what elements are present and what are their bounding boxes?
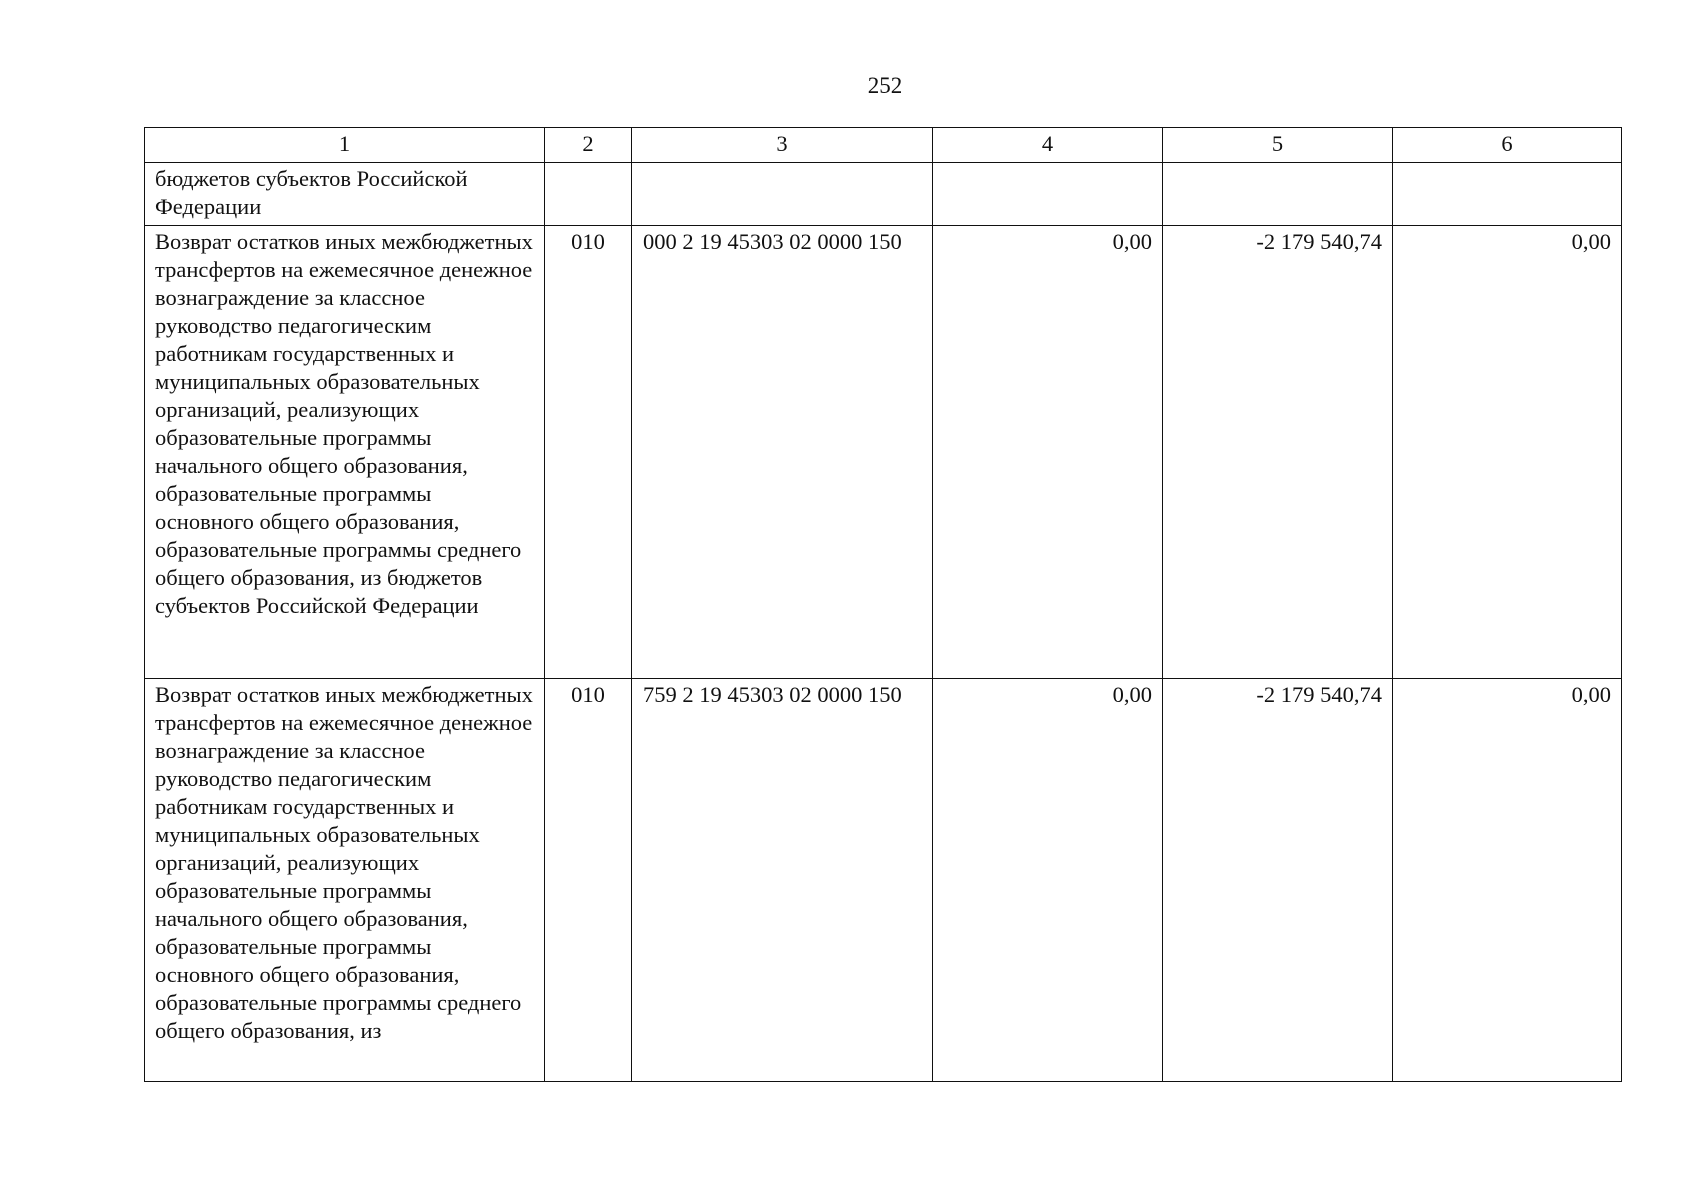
- table-header-row: [145, 128, 1622, 163]
- row-line-code-cell: 010: [545, 226, 632, 679]
- table-row: [145, 679, 1622, 1082]
- row-col5-cell: -2 179 540,74: [1163, 226, 1393, 679]
- row-budget-code-cell: 759 2 19 45303 02 0000 150: [632, 679, 933, 1082]
- row-col5-cell: [1163, 163, 1393, 226]
- row-line-code-cell: [545, 163, 632, 226]
- row-col6-cell: [1393, 163, 1622, 226]
- row-col5-cell: -2 179 540,74: [1163, 679, 1393, 1082]
- column-header-4: 4: [933, 128, 1163, 163]
- column-header-1: 1: [145, 128, 545, 163]
- column-header-5: 5: [1163, 128, 1393, 163]
- row-col4-cell: [933, 163, 1163, 226]
- table-row: [145, 163, 1622, 226]
- page-number: 252: [867, 73, 903, 98]
- budget-table: [144, 127, 1622, 1082]
- row-name-cell: Возврат остатков иных межбюджетных трансфертов на ежемесячное денежное вознаграждение за классное руководство педагогическим работникам государственных и муниципальных образовательных организаций, реализующих образовательные программы начального общего образования, образовательные программы основного общего образования, образовательные программы среднего общего образования, из: [145, 679, 545, 1082]
- column-header-3: 3: [632, 128, 933, 163]
- row-name-cell: бюджетов субъектов Российской Федерации: [145, 163, 545, 226]
- row-col4-cell: 0,00: [933, 226, 1163, 679]
- row-name-cell: Возврат остатков иных межбюджетных трансфертов на ежемесячное денежное вознаграждение за классное руководство педагогическим работникам государственных и муниципальных образовательных организаций, реализующих образовательные программы начального общего образования, образовательные программы основного общего образования, образовательные программы среднего общего образования, из бюджетов субъектов Российской Федерации: [145, 226, 545, 679]
- column-header-2: 2: [545, 128, 632, 163]
- row-line-code-cell: 010: [545, 679, 632, 1082]
- table-row: [145, 226, 1622, 679]
- column-header-6: 6: [1393, 128, 1622, 163]
- row-col4-cell: 0,00: [933, 679, 1163, 1082]
- row-col6-cell: 0,00: [1393, 679, 1622, 1082]
- row-budget-code-cell: 000 2 19 45303 02 0000 150: [632, 226, 933, 679]
- row-col6-cell: 0,00: [1393, 226, 1622, 679]
- row-budget-code-cell: [632, 163, 933, 226]
